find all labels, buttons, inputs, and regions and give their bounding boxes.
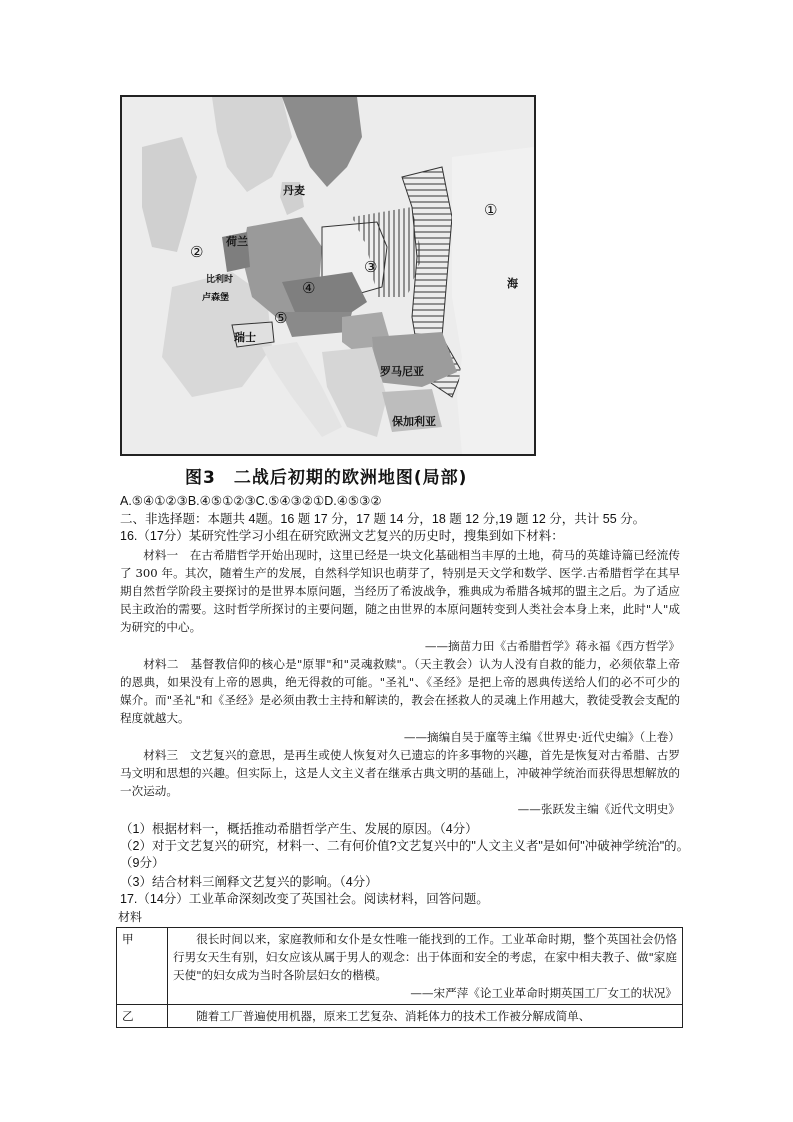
label-luxembourg: 卢森堡 bbox=[202, 293, 230, 303]
label-denmark: 丹麦 bbox=[283, 184, 305, 197]
label-switzerland: 瑞士 bbox=[234, 331, 256, 344]
q16-sub-1: （1）根据材料一，概括推动希腊哲学产生、发展的原因。（4分） bbox=[120, 822, 478, 836]
table-row bbox=[117, 928, 683, 1005]
map-caption: 图3 二战后初期的欧洲地图(局部) bbox=[185, 468, 468, 488]
marker-5: ⑤ bbox=[274, 309, 288, 327]
answer-options: A.⑤④①②③B.④⑤①②③C.⑤④③②①D.④⑤③② bbox=[120, 494, 382, 508]
q17-material-label: 材料 bbox=[118, 910, 143, 924]
q17-material-table bbox=[116, 927, 683, 1028]
row-text: 随着工厂普遍使用机器，原来工艺复杂、消耗体力的技术工作被分解成简单、 bbox=[196, 1009, 591, 1023]
row-content bbox=[168, 928, 683, 1005]
q17-stem: 17.（14分）工业革命深刻改变了英国社会。阅读材料，回答问题。 bbox=[120, 892, 489, 906]
q16-material-2: 材料二 基督教信仰的核心是"原罪"和"灵魂救赎"。（天主教会）认为人没有自救的能力，必须依靠上帝的恩典，如果没有上帝的恩典，绝无得救的可能。"圣礼"、《圣经》是把上帝的恩典传送给人们的必不可少的媒介。而"圣礼"和《圣经》是必须由教士主持和解读的，教会在拯救人的灵魂上作用越大，教徒受教会支配的程度就越大。 bbox=[120, 657, 680, 725]
row-key: 甲 bbox=[117, 928, 168, 1005]
east-land bbox=[452, 147, 534, 454]
row-key: 乙 bbox=[117, 1005, 168, 1028]
q16-sub-2: （2）对于文艺复兴的研究，材料一、二有何价值?文艺复兴中的"人文主义者"是如何"冲破神学统治"的。（9分） bbox=[120, 839, 690, 870]
label-belgium: 比利时 bbox=[206, 275, 234, 285]
q16-sub-3: （3）结合材料三阐释文艺复兴的影响。（4分） bbox=[120, 875, 378, 889]
row-content bbox=[168, 1005, 683, 1028]
map-graphic bbox=[122, 97, 534, 454]
q16-material-1-source: ——摘苗力田《古希腊哲学》蒋永福《西方哲学》 bbox=[424, 639, 680, 653]
table-row bbox=[117, 1005, 683, 1028]
europe-map bbox=[120, 95, 536, 456]
marker-4: ④ bbox=[302, 279, 316, 297]
marker-1: ① bbox=[484, 201, 498, 219]
row-text: 很长时间以来，家庭教师和女仆是女性唯一能找到的工作。工业革命时期，整个英国社会仍恪行男女天生有别，妇女应该从属于男人的观念：出于体面和安全的考虑，在家中相夫教子、做"家庭天使"的妇女成为当时各阶层妇女的楷模。 bbox=[173, 932, 677, 982]
label-sea: 海 bbox=[507, 277, 518, 290]
label-bulgaria: 保加利亚 bbox=[392, 415, 436, 428]
marker-3: ③ bbox=[364, 258, 378, 276]
label-romania: 罗马尼亚 bbox=[380, 365, 424, 378]
row-source: ——宋严萍《论工业革命时期英国工厂女工的状况》 bbox=[410, 986, 677, 1000]
q16-material-3: 材料三 文艺复兴的意思，是再生或使人恢复对久已遗忘的许多事物的兴趣，首先是恢复对古希腊、古罗马文明和思想的兴趣。但实际上，这是人文主义者在继承古典文明的基础上，冲破神学统治而获得思想解放的一次运动。 bbox=[120, 748, 680, 798]
q16-material-1: 材料一 在古希腊哲学开始出现时，这里已经是一块文化基础相当丰厚的土地，荷马的英雄诗篇已经流传了 300 年。其次，随着生产的发展，自然科学知识也萌芽了，特别是天文学和数学、医学.古希腊哲学在其早期自然哲学阶段主要探讨的是世界本原问题，当经历了希波战争，雅典成为希腊各城邦的盟主之后。为了适应民主政治的需要。这时哲学所探讨的主要问题，随之由世界的本原问题转变到人类社会本身上来，此时"人"成为研究的中心。 bbox=[120, 548, 680, 634]
q16-material-2-source: ——摘编自吴于廑等主编《世界史·近代史编》（上卷） bbox=[403, 730, 680, 744]
label-netherlands: 荷兰 bbox=[226, 235, 248, 248]
q16-stem: 16.（17分）某研究性学习小组在研究欧洲文艺复兴的历史时，搜集到如下材料： bbox=[120, 529, 564, 543]
q16-material-3-source: ——张跃发主编《近代文明史》 bbox=[517, 802, 680, 816]
section-heading: 二、非选择题：本题共 4题。16 题 17 分，17 题 14 分，18 题 12 分,19 题 12 分，共计 55 分。 bbox=[120, 512, 646, 526]
marker-2: ② bbox=[190, 243, 204, 261]
